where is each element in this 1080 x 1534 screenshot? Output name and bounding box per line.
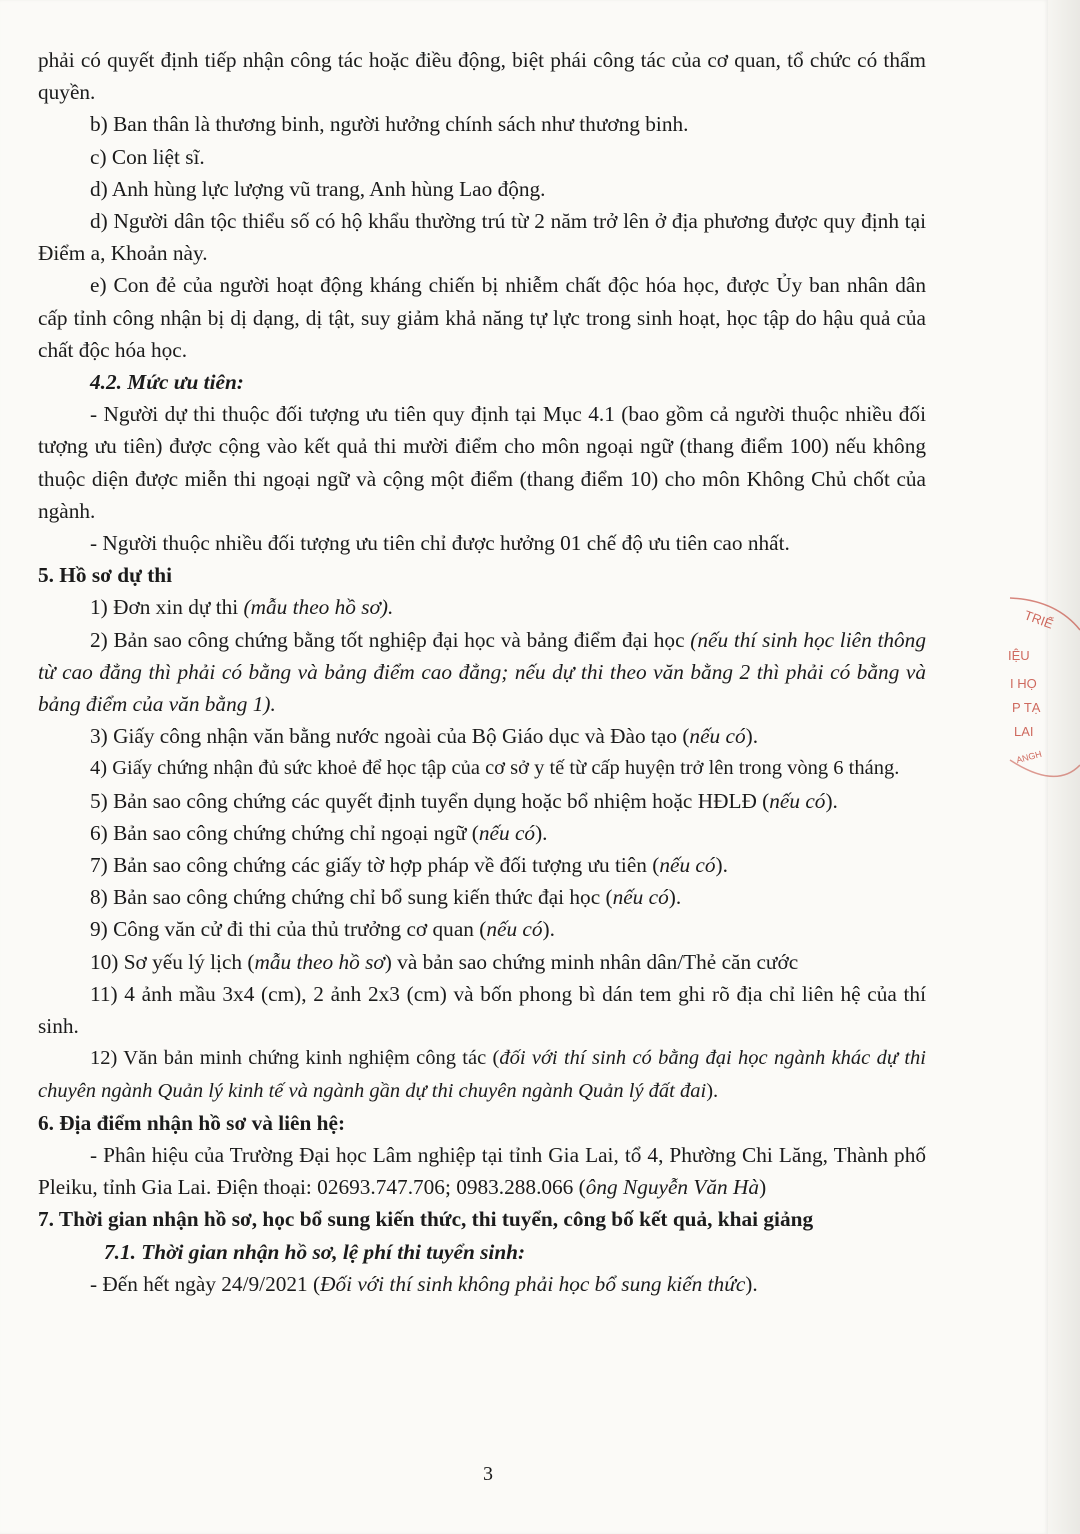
heading-4-2: 4.2. Mức ưu tiên: [90,370,244,395]
stamp-text-4: P TẠ [1012,700,1041,715]
doc-item-6: 6) Bản sao công chứng chứng chỉ ngoại ngữ (nếu có). [90,820,548,845]
contact-text: - Phân hiệu của Trường Đại học Lâm nghiệp tại tỉnh Gia Lai, tổ 4, Phường Chi Lăng, Thành phố Pleiku, tỉnh Gia Lai. Điện thoại: 02693.747.706; 0983.288.066 (ông Nguyễn Văn Hà) [38,1142,926,1200]
heading-7-1: 7.1. Thời gian nhận hồ sơ, lệ phí thi tuyển sinh: [104,1239,526,1264]
stamp-text-5: LAI [1014,724,1034,739]
stamp-text-2: IỆU [1008,648,1030,663]
doc-item-8: 8) Bản sao công chứng chứng chỉ bổ sung kiến thức đại học (nếu có). [90,885,682,910]
doc-item-5: 5) Bản sao công chứng các quyết định tuyển dụng hoặc bổ nhiệm hoặc HĐLĐ (nếu có). [90,788,838,813]
doc-item-12: 12) Văn bản minh chứng kinh nghiệm công tác (đối với thí sinh có bằng đại học ngành khác dự thi chuyên ngành Quản lý kinh tế và ngành gần dự thi chuyên ngành Quản lý đất đai). [38,1047,926,1102]
priority-text-1: - Người dự thi thuộc đối tượng ưu tiên quy định tại Mục 4.1 (bao gồm cả người thuộc nhiều đối tượng ưu tiên) được cộng vào kết quả thi mười điểm cho môn ngoại ngữ (thang điểm 100) nếu không thuộc diện được miễn thi ngoại ngữ và cộng một điểm (thang điểm 10) cho môn Không Chủ chốt của ngành. [38,402,926,523]
heading-5: 5. Hồ sơ dự thi [38,563,173,588]
doc-item-2: 2) Bản sao công chứng bằng tốt nghiệp đại học và bảng điểm đại học (nếu thí sinh học liên thông từ cao đẳng thì phải có bằng và bảng điểm cao đẳng; nếu dự thi theo văn bằng 2 thì phải có bằng và bảng điểm của văn bằng 1). [38,627,926,717]
priority-text-2: - Người thuộc nhiều đối tượng ưu tiên chỉ được hưởng 01 chế độ ưu tiên cao nhất. [90,531,790,556]
item-e: e) Con đẻ của người hoạt động kháng chiến bị nhiễm chất độc hóa học, được Ủy ban nhân dân cấp tỉnh công nhận bị dị dạng, dị tật, suy giảm khả năng tự lực trong sinh hoạt, học tập do hậu quả của chất độc hóa học. [38,273,926,362]
item-b: b) Ban thân là thương binh, người hưởng chính sách như thương binh. [90,112,689,137]
item-d2: d) Người dân tộc thiểu số có hộ khẩu thường trú từ 2 năm trở lên ở địa phương được quy định tại Điểm a, Khoản này. [38,209,926,266]
document-body [38,44,926,1300]
stamp-fragment [996,590,1080,800]
stamp-text-3: I HỌ [1010,676,1037,691]
stamp-text-1: TRIỂ [1022,607,1056,632]
doc-item-10: 10) Sơ yếu lý lịch (mẫu theo hồ sơ) và bản sao chứng minh nhân dân/Thẻ căn cước [90,949,799,974]
doc-item-7: 7) Bản sao công chứng các giấy tờ hợp pháp về đối tượng ưu tiên (nếu có). [90,853,728,878]
doc-item-1: 1) Đơn xin dự thi (mẫu theo hồ sơ). [90,595,394,620]
doc-item-11: 11) 4 ảnh mầu 3x4 (cm), 2 ảnh 2x3 (cm) và bốn phong bì dán tem ghi rõ địa chỉ liên hệ của thí sinh. [38,981,926,1039]
page-number: 3 [483,1463,493,1485]
item-c: c) Con liệt sĩ. [90,144,205,169]
stamp-text-6: ANGH [1015,748,1043,766]
item-d1: d) Anh hùng lực lượng vũ trang, Anh hùng Lao động. [90,176,546,201]
deadline-text: - Đến hết ngày 24/9/2021 (Đối với thí sinh không phải học bổ sung kiến thức). [90,1271,758,1296]
heading-6: 6. Địa điểm nhận hồ sơ và liên hệ: [38,1110,346,1135]
text-line: phải có quyết định tiếp nhận công tác hoặc điều động, biệt phái công tác của cơ quan, tổ chức có thẩm quyền. [38,48,926,105]
doc-item-4: 4) Giấy chứng nhận đủ sức khoẻ để học tập của cơ sở y tế từ cấp huyện trở lên trong vòng 6 tháng. [90,757,900,780]
doc-item-3: 3) Giấy công nhận văn bằng nước ngoài của Bộ Giáo dục và Đào tạo (nếu có). [90,724,759,749]
heading-7: 7. Thời gian nhận hồ sơ, học bổ sung kiến thức, thi tuyển, công bố kết quả, khai giảng [38,1207,814,1232]
doc-item-9: 9) Công văn cử đi thi của thủ trưởng cơ quan (nếu có). [90,917,555,942]
